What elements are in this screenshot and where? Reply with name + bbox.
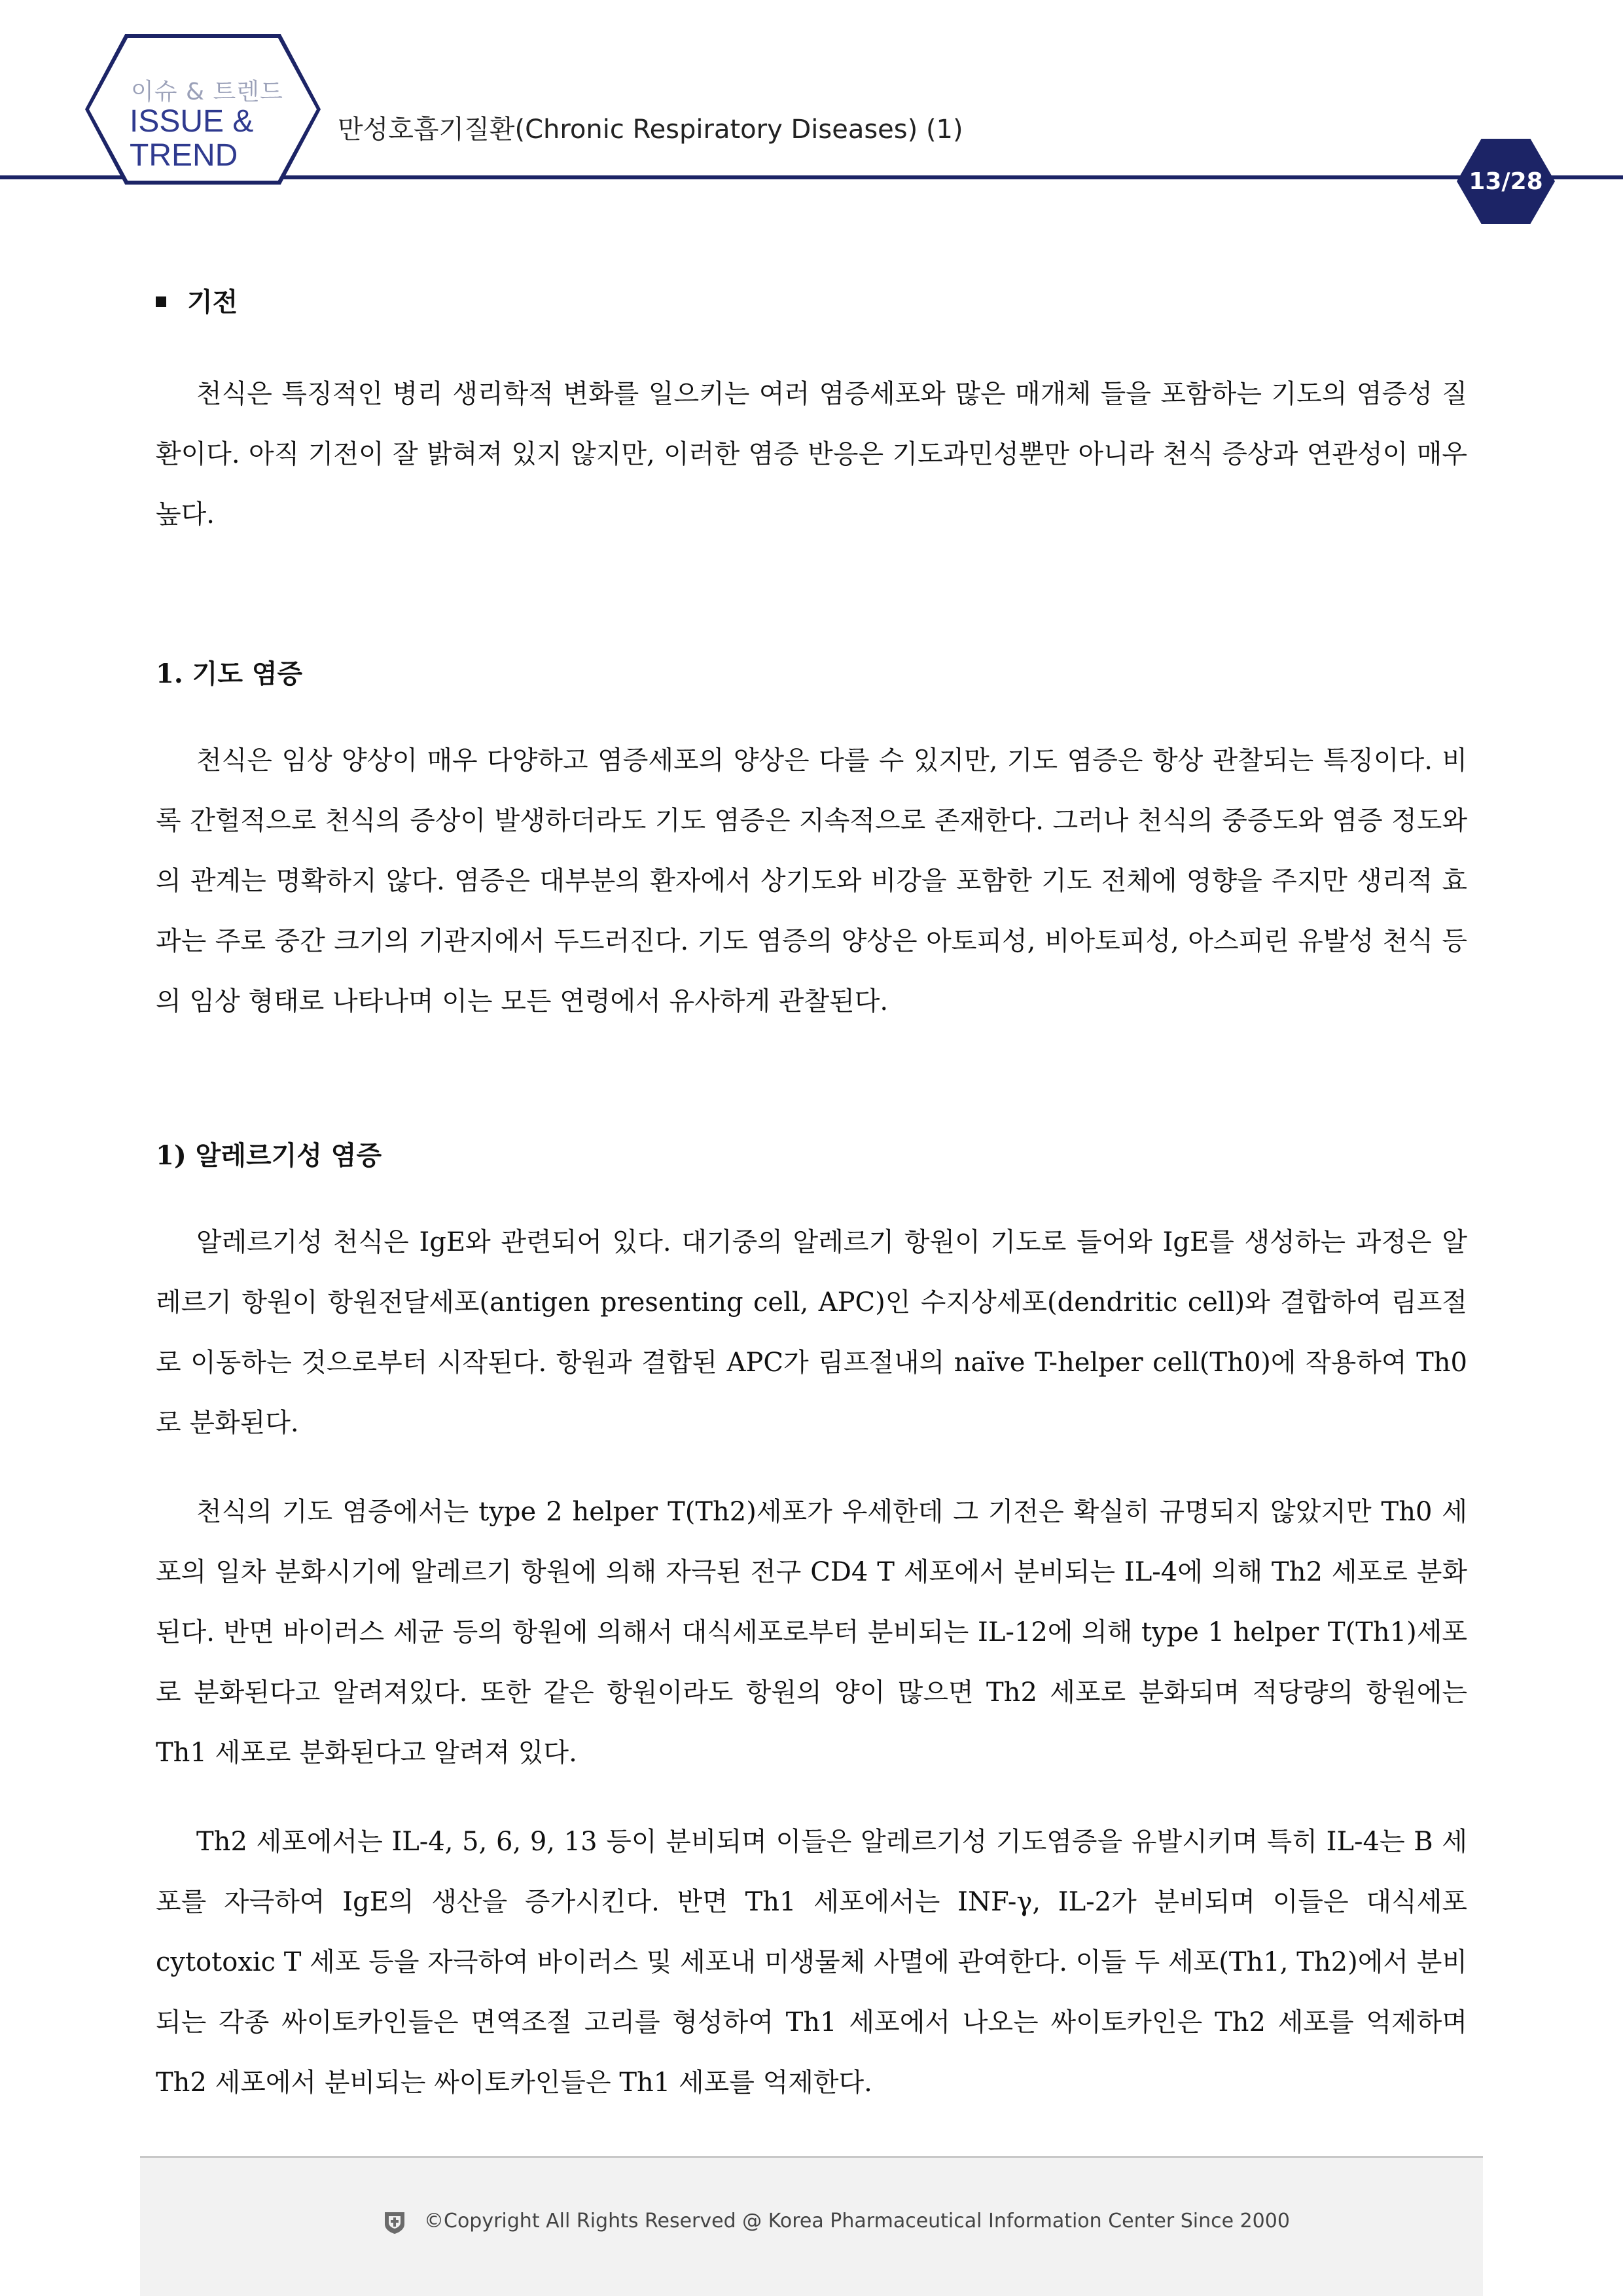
section-heading-airway-inflammation: 1. 기도 염증 [156,658,303,689]
allergic-paragraph-1: 알레르기성 천식은 IgE와 관련되어 있다. 대기중의 알레르기 항원이 기도로 들어와 IgE를 생성하는 과정은 알레르기 항원이 항원전달세포(antigen presenting cell, APC)인 수지상세포(dendritic cell)와 결합하여 림프절로 이동하는 것으로부터 시작된다. 항원과 결합된 APC가 림프절내의 naïve T-helper cell(Th0)에 작용하여 Th0로 분화된다. [156,1227,1467,1438]
kpic-emblem-icon [383,2211,406,2234]
logo-english-line1: ISSUE & [130,104,254,139]
logo-english-line2: TREND [130,138,238,173]
section-heading-mechanism [156,281,238,319]
logo-english-label [130,105,253,173]
subsection-heading-allergic-inflammation: 1) 알레르기성 염증 [156,1140,382,1171]
page-number: 13/28 [1469,168,1543,195]
allergic-paragraph-3: Th2 세포에서는 IL-4, 5, 6, 9, 13 등이 분비되며 이들은 알레르기성 기도염증을 유발시키며 특히 IL-4는 B 세포를 자극하여 IgE의 생산을 증가시킨다. 반면 Th1 세포에서는 INF-γ, IL-2가 분비되며 이들은 대식세포 cytotoxic T 세포 등을 자극하여 바이러스 및 세포내 미생물체 사멸에 관여한다. 이들 두 세포(Th1, Th2)에서 분비되는 각종 싸이토카인들은 면역조절 고리를 형성하여 Th1 세포에서 나오는 싸이토카인은 Th2 세포를 억제하며 Th2 세포에서 분비되는 싸이토카인들은 Th1 세포를 억제한다. [156,1827,1467,2098]
document-title: 만성호흡기질환(Chronic Respiratory Diseases) (1) [338,115,963,145]
mechanism-paragraph: 천식은 특징적인 병리 생리학적 변화를 일으키는 여러 염증세포와 많은 매개체 들을 포함하는 기도의 염증성 질환이다. 아직 기전이 잘 밝혀져 있지 않지만, 이러한 염증 반응은 기도과민성뿐만 아니라 천식 증상과 연관성이 매우 높다. [156,379,1467,529]
allergic-paragraph-2: 천식의 기도 염증에서는 type 2 helper T(Th2)세포가 우세한데 그 기전은 확실히 규명되지 않았지만 Th0 세포의 일차 분화시기에 알레르기 항원에 의해 자극된 전구 CD4 T 세포에서 분비되는 IL-4에 의해 Th2 세포로 분화된다. 반면 바이러스 세균 등의 항원에 의해서 대식세포로부터 분비되는 IL-12에 의해 type 1 helper T(Th1)세포로 분화된다고 알려져있다. 또한 같은 항원이라도 항원의 양이 많으면 Th2 세포로 분화되며 적당량의 항원에는 Th1 세포로 분화된다고 알려져 있다. [156,1497,1467,1768]
copyright-text: ©Copyright All Rights Reserved @ Korea Pharmaceutical Information Center Since 2000 [424,2210,1290,2233]
logo-korean-label: 이슈 & 트렌드 [131,79,283,105]
square-bullet-icon [156,296,166,307]
section-heading-mechanism-text: 기전 [187,287,238,317]
airway-inflammation-paragraph: 천식은 임상 양상이 매우 다양하고 염증세포의 양상은 다를 수 있지만, 기도 염증은 항상 관찰되는 특징이다. 비록 간헐적으로 천식의 증상이 발생하더라도 기도 염증은 지속적으로 존재한다. 그러나 천식의 중증도와 염증 정도와의 관계는 명확하지 않다. 염증은 대부분의 환자에서 상기도와 비강을 포함한 기도 전체에 영향을 주지만 생리적 효과는 주로 중간 크기의 기관지에서 두드러진다. 기도 염증의 양상은 아토피성, 비아토피성, 아스피린 유발성 천식 등의 임상 형태로 나타나며 이는 모든 연령에서 유사하게 관찰된다. [156,745,1467,1016]
